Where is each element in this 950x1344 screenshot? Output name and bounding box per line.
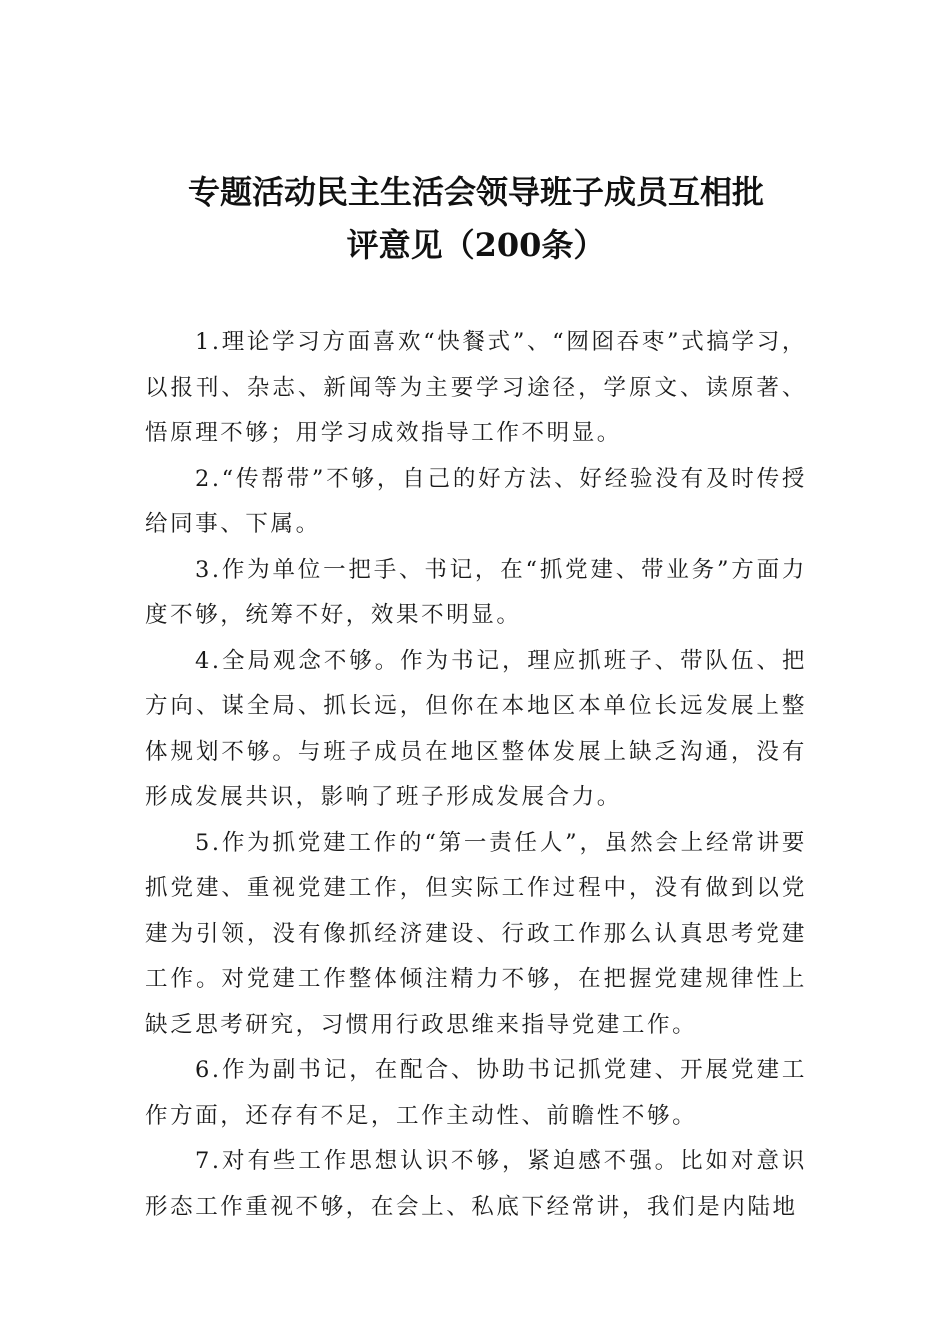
paragraph-4: 4.全局观念不够。作为书记，理应抓班子、带队伍、把方向、谋全局、抓长远，但你在本地区本单位长远发展上整体规划不够。与班子成员在地区整体发展上缺乏沟通，没有形成发展共识，影响了班子形成发展合力。: [145, 647, 807, 810]
title-line-2: 评意见（200条）: [346, 226, 606, 264]
paragraph-3: 3.作为单位一把手、书记，在“抓党建、带业务”方面力度不够，统筹不好，效果不明显。: [145, 556, 807, 628]
title-line-1: 专题活动民主生活会领导班子成员互相批: [187, 173, 764, 211]
paragraph-5: 5.作为抓党建工作的“第一责任人”，虽然会上经常讲要抓党建、重视党建工作，但实际工作过程中，没有做到以党建为引领，没有像抓经济建设、行政工作那么认真思考党建工作。对党建工作整体倾注精力不够，在把握党建规律性上缺乏思考研究，习惯用行政思维来指导党建工作。: [145, 829, 807, 1038]
paragraph-7: 7.对有些工作思想认识不够，紧迫感不强。比如对意识形态工作重视不够，在会上、私底下经常讲，我们是内陆地: [145, 1148, 807, 1220]
paragraph-2: 2.“传帮带”不够，自己的好方法、好经验没有及时传授给同事、下属。: [145, 465, 807, 537]
document-title: [145, 166, 807, 272]
paragraph-6: 6.作为副书记，在配合、协助书记抓党建、开展党建工作方面，还存有不足，工作主动性、前瞻性不够。: [145, 1057, 807, 1129]
paragraph-1: 1.理论学习方面喜欢“快餐式”、“囫囵吞枣”式搞学习，以报刊、杂志、新闻等为主要学习途径，学原文、读原著、悟原理不够；用学习成效指导工作不明显。: [145, 329, 807, 446]
document-body: [145, 320, 807, 1230]
